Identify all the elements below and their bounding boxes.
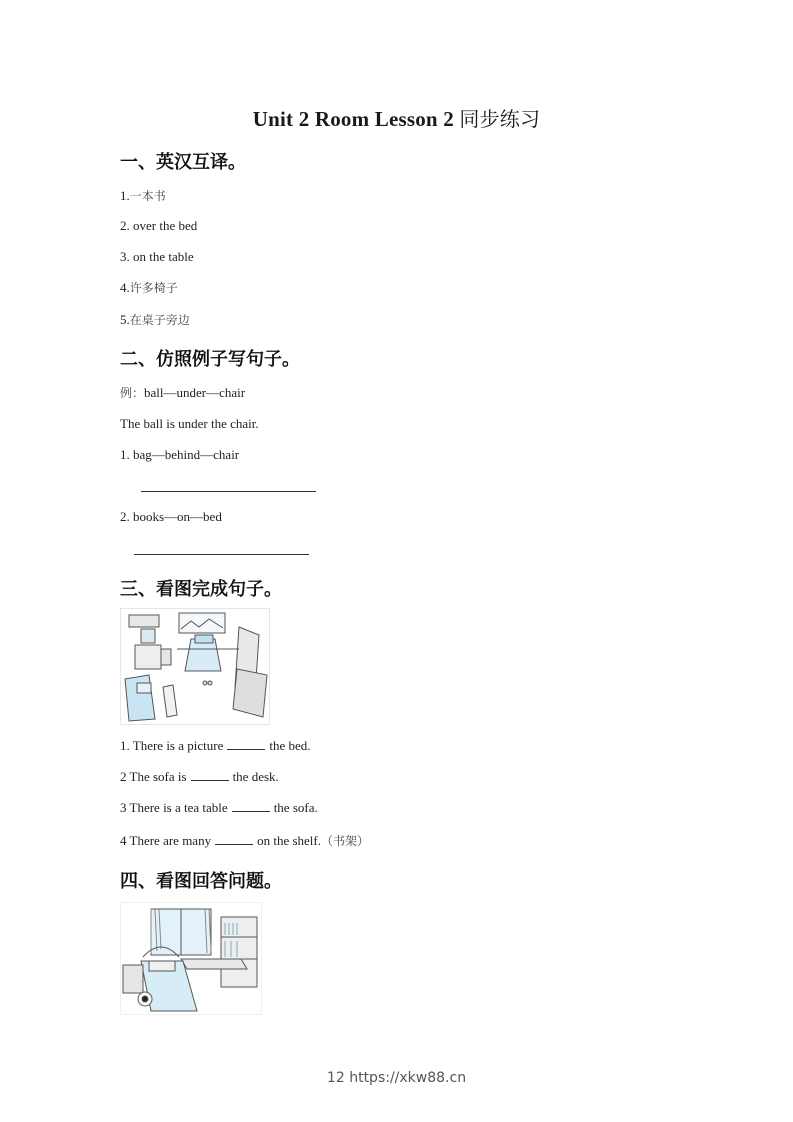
section-4-heading: 四、看图回答问题。 (120, 871, 282, 892)
bedroom-drawing-icon (121, 903, 261, 1014)
section-3-item-4 (120, 832, 369, 849)
section-3-item-1 (120, 738, 311, 754)
section-1-heading: 一、英汉互译。 (120, 152, 246, 173)
page-title (0, 103, 793, 132)
answer-line-2[interactable] (134, 554, 309, 555)
answer-line-1[interactable] (141, 491, 316, 492)
sentence-start: 4 There are many (120, 833, 212, 848)
footer-url[interactable]: https://xkw88.cn (349, 1070, 467, 1086)
bedroom-illustration-2 (120, 902, 262, 1015)
bedroom-illustration-1 (120, 608, 270, 725)
section-1-item-1 (120, 187, 166, 204)
section-3-item-3 (120, 800, 318, 816)
section-3-heading: 三、看图完成句子。 (120, 579, 282, 600)
sentence-end: the desk. (232, 769, 279, 784)
section-1-item-5 (120, 311, 190, 328)
sentence-end: the sofa. (273, 800, 318, 815)
section-3-item-2 (120, 769, 279, 785)
item-text: over the bed (133, 218, 198, 233)
example-words: ball—under—chair (144, 385, 246, 400)
section-1-item-4 (120, 279, 178, 296)
item-text: 在桌子旁边 (129, 313, 190, 327)
item-number: 3. (120, 249, 133, 264)
item-number: 4. (120, 280, 130, 295)
chinese-hint: （书架） (320, 834, 369, 848)
item-text: 许多椅子 (129, 281, 178, 295)
bedroom-drawing-icon (121, 609, 269, 724)
example-sentence: The ball is under the chair. (120, 416, 259, 431)
sentence-start: 3 There is a tea table (120, 800, 228, 815)
sentence-start: 1. There is a picture (120, 738, 224, 753)
item-number: 2. (120, 218, 133, 233)
item-number: 5. (120, 312, 130, 327)
section-2-item-2: 2. books—on—bed (120, 509, 222, 524)
section-1-item-2 (120, 218, 197, 234)
fill-blank[interactable] (227, 739, 265, 750)
fill-blank[interactable] (191, 770, 229, 781)
page-title-english: Unit 2 Room Lesson 2 (252, 107, 460, 131)
section-2-heading: 二、仿照例子写句子。 (120, 349, 300, 370)
section-1-item-3 (120, 249, 194, 265)
item-text: on the table (133, 249, 194, 264)
page-footer (0, 1070, 793, 1086)
example-line (120, 384, 245, 401)
page-number: 12 (326, 1070, 345, 1086)
sentence-end: on the shelf. (257, 833, 321, 848)
page-title-chinese: 同步练习 (459, 107, 541, 131)
fill-blank[interactable] (215, 834, 253, 845)
section-2-item-1: 1. bag—behind—chair (120, 447, 240, 462)
item-text: 一本书 (129, 189, 166, 203)
example-label: 例： (120, 386, 145, 400)
sentence-end: the bed. (269, 738, 311, 753)
item-number: 1. (120, 188, 130, 203)
sentence-start: 2 The sofa is (120, 769, 187, 784)
fill-blank[interactable] (232, 801, 270, 812)
